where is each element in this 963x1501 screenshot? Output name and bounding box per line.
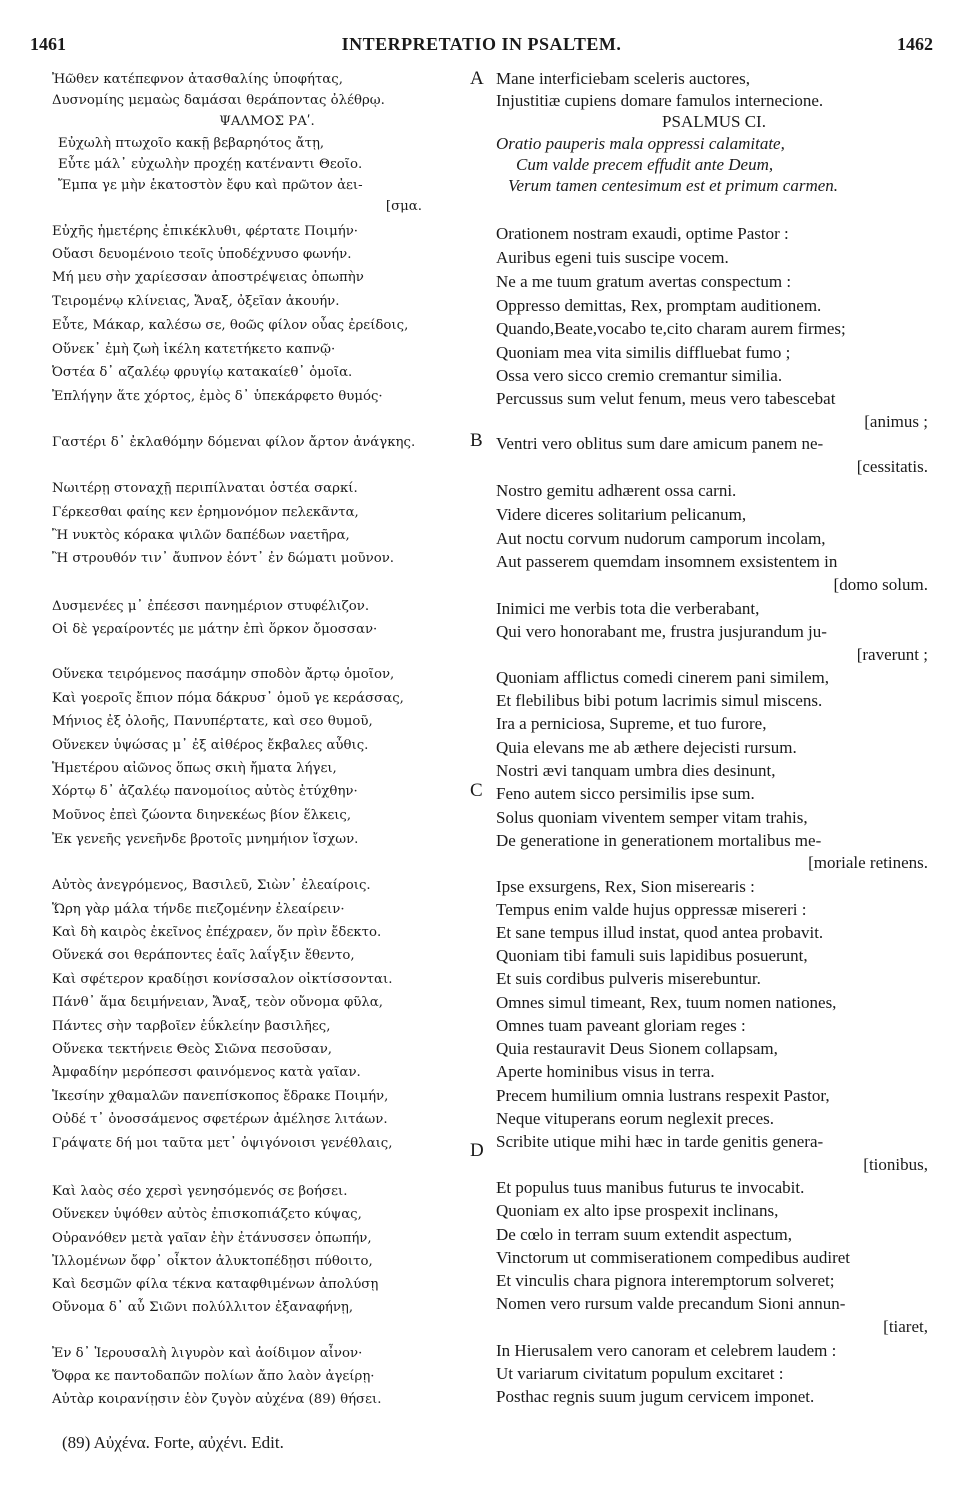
greek-line: Οὔασι δευομένοιο τεοῖς ὑποδέχνυσο φωνήν.	[52, 247, 352, 262]
greek-line: Οὔνομα δ᾽ αὖ Σιῶνι πολύλλιτον ἐξαναφήνῃ,	[52, 1300, 354, 1315]
latin-line: Ne a me tuum gratum avertas conspectum :	[496, 272, 792, 291]
latin-line: Nomen vero rursum valde precandum Sioni annun-	[496, 1294, 846, 1313]
latin-line: Et vinculis chara pignora interemptorum solveret;	[496, 1271, 835, 1290]
latin-line: Solus quoniam viventem semper vitam trahis,	[496, 808, 808, 827]
greek-line: Ἐκ γενεῆς γενεῆνδε βροτοῖς μνημήιον ἴσχων.	[52, 832, 359, 847]
margin-marker-a: A	[470, 68, 484, 89]
greek-line: Καὶ δὴ καιρὸς ἐκεῖνος ἐπέχραεν, ὅν πρὶν ἔδεκτο.	[52, 925, 382, 940]
greek-line: Ἱκεσίην χθαμαλῶν πανεπίσκοπος ἔδρακε Ποιμήν,	[52, 1089, 389, 1104]
greek-line: Γέρκεσθαι φαίης κεν ἐρημονόμον πελεκᾶντα,	[52, 505, 359, 520]
page-header	[30, 34, 933, 58]
latin-line: Quoniam ex alto ipse prospexit inclinans,	[496, 1201, 779, 1220]
latin-line: Orationem nostram exaudi, optime Pastor :	[496, 224, 789, 243]
greek-line: Ὄφρα κε παντοδαπῶν πολίων ἄπο λαὸν ἀγείρῃ·	[52, 1369, 375, 1384]
running-title: INTERPRETATIO IN PSALTEM.	[341, 34, 622, 54]
latin-line-continuation: [domo solum.	[833, 575, 928, 594]
greek-line: Ἐπλήγην ἅτε χόρτος, ἐμὸς δ᾽ ὑπεκάρφετο θυμός·	[52, 389, 383, 404]
footnote: (89) Αὐχένα. Forte, αὐχένι. Edit.	[62, 1433, 284, 1452]
latin-line: Et populus tuus manibus futurus te invocabit.	[496, 1178, 805, 1197]
latin-line: Tempus enim valde hujus oppressæ misereri :	[496, 900, 807, 919]
greek-line: Οὕνεκεν ὑψώσας μ᾽ ἐξ αἰθέρος ἔκβαλες αὖθις.	[52, 738, 369, 753]
greek-line: Χόρτῳ δ᾽ ἀζαλέῳ πανομοίιος αὐτὸς ἐτύχθην·	[52, 784, 358, 799]
latin-line: Quoniam mea vita similis diffluebat fumo ;	[496, 343, 791, 362]
latin-line: Injustitiæ cupiens domare famulos internecione.	[496, 91, 824, 110]
latin-line: Omnes tuam paveant gloriam reges :	[496, 1016, 746, 1035]
greek-line: Μοῦνος ἐπεὶ ζώοντα διηνεκέως βίον ἕλκεις,	[52, 808, 352, 823]
greek-line: Πάνθ᾽ ἅμα δειμήνειαν, Ἄναξ, τεὸν οὔνομα φῦλα,	[52, 995, 383, 1010]
greek-line: Ἢ νυκτὸς κόρακα ψιλῶν δαπέδων ναετῆρα,	[52, 528, 350, 543]
greek-line: Οἱ δὲ γεραίροντές με μάτην ἐπὶ ὅρκον ὄμοσσαν·	[52, 622, 378, 637]
latin-line: Quando,Beate,vocabo te,cito charam aurem firmes;	[496, 319, 846, 338]
greek-line: Ἡμετέρου αἰῶνος ὅπως σκιὴ ἤματα λήγει,	[52, 761, 337, 776]
latin-line-continuation: [tionibus,	[863, 1155, 928, 1174]
latin-line: Videre diceres solitarium pelicanum,	[496, 505, 747, 524]
greek-line: Γαστέρι δ᾽ ἐκλαθόμην δόμεναι φίλον ἄρτον ἀνάγκης.	[52, 435, 416, 450]
latin-line: Cum valde precem effudit ante Deum,	[516, 155, 774, 174]
greek-line: Οὕνεκ᾽ ἐμὴ ζωὴ ἰκέλη κατετήκετο καπνῷ·	[52, 342, 336, 357]
greek-line: Καὶ γοεροῖς ἔπιον πόμα δάκρυσ᾽ ὁμοῦ γε κεράσσας,	[52, 691, 404, 706]
latin-line: Ipse exsurgens, Rex, Sion miserearis :	[496, 877, 755, 896]
latin-line: Ossa vero sicco cremio cremantur similia.	[496, 366, 783, 385]
latin-line: De generatione in generationem mortalibus me-	[496, 831, 822, 850]
latin-line: Qui vero honorabant me, frustra jusjurandum ju-	[496, 622, 827, 641]
greek-line: Εὖτε μάλ᾽ εὐχωλὴν προχέῃ κατέναντι Θεοῖο.	[58, 157, 363, 172]
greek-line: Δυσμενέες μ᾽ ἐπέεσσι πανημέριον στυφέλιζον.	[52, 599, 370, 614]
latin-line: Ventri vero oblitus sum dare amicum panem ne-	[496, 434, 824, 453]
greek-line: Τειρομένῳ κλίνειας, Ἄναξ, ὀξεῖαν ἀκουήν.	[52, 294, 340, 309]
latin-line: Percussus sum velut fenum, meus vero tabescebat	[496, 389, 836, 408]
latin-line: Omnes simul timeant, Rex, tuum nomen nationes,	[496, 993, 837, 1012]
greek-line: Εὐχῆς ἡμετέρης ἐπικέκλυθι, φέρτατε Ποιμήν·	[52, 224, 359, 239]
latin-line: Verum tamen centesimum est et primum carmen.	[508, 176, 839, 195]
latin-line: Auribus egeni tuis suscipe vocem.	[496, 248, 729, 267]
greek-line: Οὕνεκα τειρόμενος πασάμην σποδὸν ἄρτῳ ὁμοῖον,	[52, 667, 395, 682]
latin-line-continuation: [tiaret,	[883, 1317, 928, 1336]
latin-line: Feno autem sicco persimilis ipse sum.	[496, 784, 755, 803]
latin-psalm-heading: PSALMUS CI.	[662, 112, 766, 131]
greek-line: Πάντες σὴν ταρβοῖεν ἐΰκλείην βασιλῆες,	[52, 1019, 331, 1034]
latin-line: Aut passerem quemdam insomnem exsistentem in	[496, 552, 838, 571]
latin-line: Scribite utique mihi hæc in tarde genitis genera-	[496, 1132, 824, 1151]
greek-line: Οὐρανόθεν μετὰ γαῖαν ἑὴν ἐτάνυσσεν ὀπωπήν,	[52, 1231, 372, 1246]
latin-line: Quia elevans me ab æthere dejecisti rursum.	[496, 738, 797, 757]
margin-marker-c: C	[470, 780, 483, 801]
greek-line: Οὐδέ τ᾽ ὀνοσσάμενος σφετέρων ἀμέλησε λιτάων.	[52, 1112, 388, 1127]
greek-line: Αὐτὰρ κοιρανίῃσιν ἑὸν ζυγὸν αὐχένα (89) θήσει.	[52, 1392, 382, 1407]
latin-line-continuation: [cessitatis.	[856, 457, 928, 476]
latin-line-continuation: [animus ;	[864, 412, 928, 431]
latin-line: Oppresso demittas, Rex, promptam auditionem.	[496, 296, 822, 315]
greek-line-continuation: [σμα.	[385, 199, 422, 214]
greek-line: Καὶ δεσμῶν φίλα τέκνα καταφθιμένων ἀπολύσῃ	[52, 1277, 379, 1292]
greek-line: Καὶ σφέτερον κραδίῃσι κονίσσαλον οἰκτίσσονται.	[52, 972, 393, 987]
greek-line: Ἢ στρουθόν τιν᾽ ἄυπνον ἐόντ᾽ ἐν δώματι μοῦνον.	[52, 551, 395, 566]
latin-line: De cœlo in terram suum extendit aspectum,	[496, 1225, 792, 1244]
greek-line: Οὕνεκεν ὑψόθεν αὐτὸς ἐπισκοπιάζετο κύψας,	[52, 1207, 362, 1222]
latin-line: Et suis cordibus pulveris miserebuntur.	[496, 969, 761, 988]
latin-line: Neque vituperans eorum neglexit preces.	[496, 1109, 775, 1128]
margin-marker-b: B	[470, 430, 483, 451]
latin-line: Vinctorum ut commiserationem compedibus audiret	[496, 1248, 851, 1267]
latin-line: Aperte hominibus visus in terra.	[496, 1062, 715, 1081]
latin-line: Oratio pauperis mala oppressi calamitate,	[496, 134, 785, 153]
greek-psalm-heading: ΨΑΛΜΟΣ ΡΑʹ.	[219, 114, 315, 129]
greek-line: Εὖτε, Μάκαρ, καλέσω σε, θοῶς φίλον οὖας ἐρείδοις,	[52, 318, 409, 333]
greek-line: Γράψατε δή μοι ταῦτα μετ᾽ ὀψιγόνοισι γενέθλαις,	[52, 1136, 393, 1151]
latin-line: Quoniam tibi famuli suis lapidibus posuerunt,	[496, 946, 808, 965]
greek-line: Νωιτέρῃ στοναχῇ περιπίλναται ὀστέα σαρκί.	[52, 481, 358, 496]
latin-line: Et flebilibus bibi potum lacrimis simul miscens.	[496, 691, 823, 710]
latin-line: Precem humilium omnia lustrans respexit Pastor,	[496, 1086, 830, 1105]
greek-line: Ἀμφαδίην μερόπεσσι φαινόμενος κατὰ γαῖαν.	[52, 1065, 361, 1080]
greek-line: Ὀστέα δ᾽ αζαλέῳ φρυγίῳ κατακαίεθ᾽ ὁμοῖα.	[52, 365, 353, 380]
greek-line: Αὐτὸς ἀνεγρόμενος, Βασιλεῦ, Σιὼν᾽ ἐλεαίροις.	[52, 878, 371, 893]
greek-line: Μή μευ σὴν χαρίεσσαν ἀποστρέψειας ὀπωπὴν	[52, 270, 364, 285]
page-number-right: 1462	[897, 34, 933, 54]
latin-line: Et sane tempus illud instat, quod antea probavit.	[496, 923, 824, 942]
latin-line: Ut variarum civitatum populum excitaret :	[496, 1364, 784, 1383]
greek-line: Μήνιος ἐξ ὀλοῆς, Πανυπέρτατε, καὶ σεο θυμοῦ,	[52, 714, 373, 729]
latin-line: Quoniam afflictus comedi cinerem pani similem,	[496, 668, 829, 687]
greek-line: Ἠῶθεν κατέπεφνον ἀτασθαλίης ὑποφήτας,	[52, 72, 343, 87]
latin-line: In Hierusalem vero canoram et celebrem laudem :	[496, 1341, 837, 1360]
greek-line: Δυσνομίης μεμαὼς δαμάσαι θεράποντας ὀλέθρῳ.	[52, 93, 385, 108]
greek-line: Οὕνεκα τεκτήνειε Θεὸς Σιῶνα πεσοῦσαν,	[52, 1042, 333, 1057]
latin-line: Aut noctu corvum nudorum camporum incolam,	[496, 529, 826, 548]
margin-marker-d: D	[470, 1140, 484, 1161]
latin-line-continuation: [moriale retinens.	[808, 853, 928, 872]
latin-line: Quia restauravit Deus Sionem collapsam,	[496, 1039, 778, 1058]
greek-line: Ὥρη γὰρ μάλα τήνδε πιεζομένην ἐλεαίρειν·	[52, 902, 345, 917]
greek-line: Εὐχωλὴ πτωχοῖο κακῇ βεβαρηότος ἄτῃ,	[58, 136, 325, 151]
latin-line: Ira a perniciosa, Supreme, et tuo furore,	[496, 714, 767, 733]
greek-line: Ἐν δ᾽ Ἱερουσαλὴ λιγυρὸν καὶ ἀοίδιμον αἶνον·	[52, 1346, 363, 1361]
latin-line: Mane interficiebam sceleris auctores,	[496, 69, 750, 88]
latin-line: Posthac regnis suum jugum cervicem imponet.	[496, 1387, 815, 1406]
latin-line-continuation: [raverunt ;	[856, 645, 928, 664]
latin-line: Inimici me verbis tota die verberabant,	[496, 599, 760, 618]
latin-line: Nostri ævi tanquam umbra dies desinunt,	[496, 761, 776, 780]
greek-line: Οὕνεκά σοι θεράποντες ἑαῖς λαΐγξιν ἔθεντο,	[52, 948, 355, 963]
latin-line: Nostro gemitu adhærent ossa carni.	[496, 481, 737, 500]
page-number-left: 1461	[30, 34, 66, 54]
greek-line: Καὶ λαὸς σέο χερσὶ γενησόμενός σε βοήσει.	[52, 1184, 348, 1199]
greek-line: Ἔμπα γε μὴν ἑκατοστὸν ἔφυ καὶ πρῶτον ἀει-	[58, 178, 363, 193]
greek-line: Ἰλλομένων ὄφρ᾽ οἶκτον ἀλυκτοπέδῃσι πύθοιτο,	[52, 1254, 373, 1269]
